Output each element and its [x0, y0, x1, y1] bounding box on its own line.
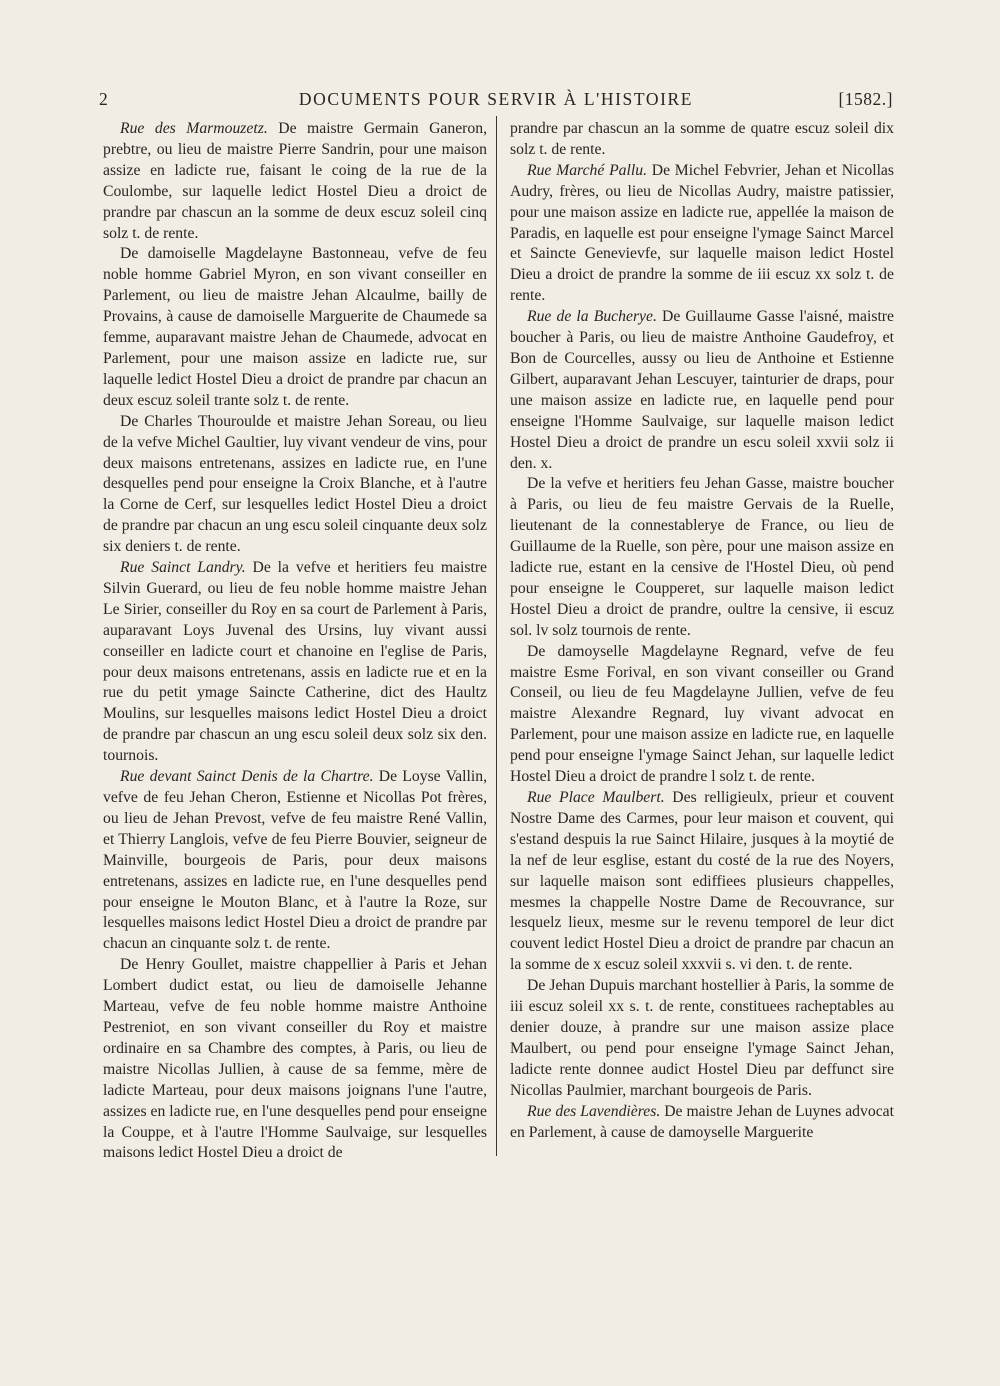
- street-name: Rue des Lavendières.: [527, 1102, 661, 1120]
- street-name: Rue devant Sainct Denis de la Chartre.: [120, 768, 374, 786]
- paragraph: De Jehan Dupuis marchant hostellier à Paris, la somme de iii escuz soleil xx s. t. de rente, constituees racheptables au denier douze, à prandre sur une maison assize place Maulbert, ou pend pour enseigne l'ymage Sainct Jehan, ladicte rente donnee audict Hostel Dieu par deffunct sire Nicollas Paulmier, marchant bourgeois de Paris.: [510, 977, 894, 1099]
- paragraph: prandre par chascun an la somme de quatre escuz soleil dix solz t. de rente.: [510, 120, 894, 158]
- paragraph: Rue Sainct Landry. De la vefve et heritiers feu maistre Silvin Guerard, ou lieu de feu noble homme maistre Jehan Le Sirier, conseiller du Roy en sa court de Parlement à Paris, auparavant Loys Juvenal des Ursins, luy vivant aussi conseiller en ladicte court et chanoine en l'eglise de Paris, pour deux maisons entretenans, assis en ladicte rue et en la rue du petit ymage Saincte Catherine, dict des Haultz Moulins, sur lesquelles maisons ledict Hostel Dieu a droict de prandre par chascun an ung escu soleil deux solz six den. tournois.: [103, 559, 488, 765]
- paragraph: Rue des Marmouzetz. De maistre Germain Ganeron, prebtre, ou lieu de maistre Pierre Sandrin, pour une maison assize en ladicte rue, faisant le coing de la rue de la Coulombe, sur laquelle ledict Hostel Dieu a droict de prandre par chascun an la somme de deux escuz soleil cinq solz t. de rente.: [103, 120, 487, 242]
- street-name: Rue Marché Pallu.: [527, 161, 648, 179]
- paragraph: Rue de la Bucherye. De Guillaume Gasse l'aisné, maistre boucher à Paris, ou lieu de maistre Anthoine Gaudefroy, et Bon de Courcelles, aussy ou lieu de Anthoine et Estienne Gilbert, auparavant Jehan Lescuyer, tainturier de draps, pour une maison assize en ladicte rue, en laquelle pend pour enseigne l'Homme Saulvaige, sur laquelle maison ledict Hostel Dieu a droict de prandre un escu soleil xxvii solz ii den. x.: [510, 308, 894, 472]
- paragraph: Rue devant Sainct Denis de la Chartre. De Loyse Vallin, vefve de feu Jehan Cheron, Estienne et Nicollas Pot frères, ou lieu de Jehan Prevost, vefve de feu maistre René Vallin, et Thierry Langlois, vefve de feu Pierre Bouvier, seigneur de Mainville, bourgeois de Paris, pour deux maisons entretenans, assizes en ladicte rue, en l'une desquelles pend pour enseigne le Mouton Blanc, et à l'autre la Roze, sur lesquelles maisons ledict Hostel Dieu a droict de prandre par chacun an cinquante solz t. de rente.: [103, 768, 487, 953]
- paragraph: Rue Marché Pallu. De Michel Febvrier, Jehan et Nicollas Audry, frères, ou lieu de Nicollas Audry, maistre patissier, pour une maison assize en ladicte rue, appellée la maison de Paradis, en laquelle est pour enseigne l'ymage Sainct Marcel et Saincte Genevievfe, sur laquelle maison ledict Hostel Dieu a droict de prandre la somme de iii escuz xx solz t. de rente.: [510, 161, 894, 305]
- paragraph: De damoiselle Magdelayne Bastonneau, vefve de feu noble homme Gabriel Myron, en son vivant conseiller en Parlement, ou lieu de maistre Jehan Alcaulme, bailly de Provains, à cause de damoiselle Marguerite de Chaumede sa femme, auparavant maistre Jehan de Chaumede, advocat en Parlement, pour une maison assize en ladicte rue, sur laquelle ledict Hostel Dieu a droict de prandre par chacun an deux escuz soleil trante solz t. de rente.: [103, 245, 487, 409]
- street-name: Rue des Marmouzetz.: [120, 120, 268, 137]
- paragraph: De la vefve et heritiers feu Jehan Gasse, maistre boucher à Paris, ou lieu de feu maistre Gervais de la Ruelle, lieutenant de la connestablerye de France, ou lieu de Guillaume de la Ruelle, son père, pour une maison assize en ladicte rue, estant en la censive de l'Hostel Dieu, où pend pour enseigne le Coupperet, sur laquelle maison ledict Hostel Dieu a droict de prandre, oultre la censive, ii escuz sol. lv solz tournois de rente.: [510, 475, 894, 639]
- column-divider: [496, 116, 497, 1156]
- street-name: Rue de la Bucherye.: [527, 308, 657, 326]
- year-bracket: [1582.]: [838, 89, 893, 109]
- running-head: [99, 89, 893, 115]
- paragraph: De damoyselle Magdelayne Regnard, vefve de feu maistre Esme Forival, en son vivant conseiller ou Grand Conseil, ou lieu de feu Magdelayne Jullien, vefve de feu maistre Alexandre Regnard, luy vivant advocat en Parlement, pour une maison assize en ladicte rue, en laquelle pend pour enseigne l'ymage Sainct Jehan, sur laquelle ledict Hostel Dieu a droict de prandre l solz t. de rente.: [510, 642, 894, 786]
- right-column: [510, 119, 894, 1143]
- paragraph: De Charles Thouroulde et maistre Jehan Soreau, ou lieu de la vefve Michel Gaultier, luy vivant vendeur de vins, pour deux maisons entretenans, assizes en ladicte rue, en l'une desquelles pend pour enseigne la Croix Blanche, et à l'autre la Corne de Cerf, sur lesquelles ledict Hostel Dieu a droict de prandre par chacun an ung escu soleil cinquante deux solz six deniers t. de rente.: [103, 412, 487, 556]
- street-name: Rue Place Maulbert.: [527, 789, 665, 806]
- page-number: 2: [99, 89, 109, 109]
- left-column: [103, 119, 487, 1164]
- paragraph: Rue Place Maulbert. Des relligieulx, prieur et couvent Nostre Dame des Carmes, pour leur maison et couvent, qui s'estand despuis la rue Sainct Hilaire, jusques à la moytié de la nef de leur esglise, estant du costé de la rue des Noyers, sur laquelle maison sont ediffiees plusieurs chappelles, mesmes la chappelle Nostre Dame de Recouvrance, sur lesquelz lieux, mesme sur le revenu temporel de leur dict couvent ledict Hostel Dieu a droict de prandre par chacun an la somme de x escuz soleil xxxvii s. vi den. t. de rente.: [510, 789, 894, 974]
- street-name: Rue Sainct Landry.: [120, 559, 246, 577]
- paragraph: De Henry Goullet, maistre chappellier à Paris et Jehan Lombert dudict estat, ou lieu de damoiselle Jehanne Marteau, vefve de feu noble homme maistre Anthoine Pestreniot, en son vivant conseiller du Roy et maistre ordinaire en sa Chambre des comptes, à Paris, ou lieu de maistre Nicollas Jullien, à cause de sa femme, mère de ladicte Marteau, pour deux maisons joignans l'une l'autre, assizes en ladicte rue, en l'une desquelles pend pour enseigne la Couppe, et à l'autre l'Homme Saulvaige, sur lesquelles maisons ledict Hostel Dieu a droict de: [103, 956, 487, 1162]
- paragraph: Rue des Lavendières. De maistre Jehan de Luynes advocat en Parlement, à cause de damoyselle Marguerite: [510, 1102, 894, 1141]
- page-title: DOCUMENTS POUR SERVIR À L'HISTOIRE: [298, 89, 694, 109]
